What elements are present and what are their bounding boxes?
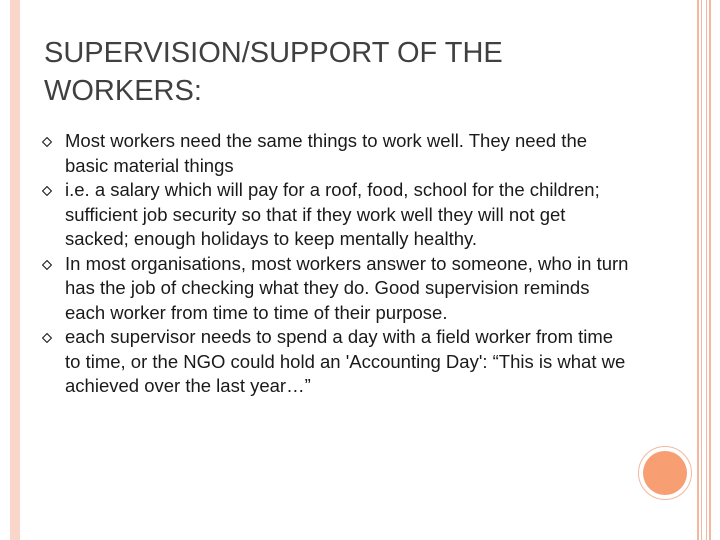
bullet-item [40,129,630,178]
bullet-text: each supervisor needs to spend a day with a field worker from time to time, or the NGO could hold an 'Accounting Day': “This is what we achieved over the last year…” [65,326,626,396]
left-frame-strip [10,0,20,540]
diamond-outline-icon [42,333,52,343]
diamond-outline-icon [42,137,52,147]
diamond-outline-icon [42,260,52,270]
slide-title: SUPERVISION/SUPPORT OF THE WORKERS: [44,37,503,107]
bullet-text: i.e. a salary which will pay for a roof, food, school for the children; sufficient job security so that if they work well they will not get sacked; enough holidays to keep mentally healthy. [65,179,600,249]
bullet-item [40,252,630,326]
bullet-item [40,325,630,399]
diamond-outline-icon [42,186,52,196]
bullet-item [40,178,630,252]
right-frame-inner-border [701,0,707,540]
decorative-circle [643,451,687,495]
bullet-list [40,129,630,399]
bullet-text: Most workers need the same things to work well. They need the basic material things [65,130,588,176]
bullet-text: In most organisations, most workers answer to someone, who in turn has the job of checking what they do. Good supervision reminds each worker from time to time of their purpose. [65,252,629,323]
